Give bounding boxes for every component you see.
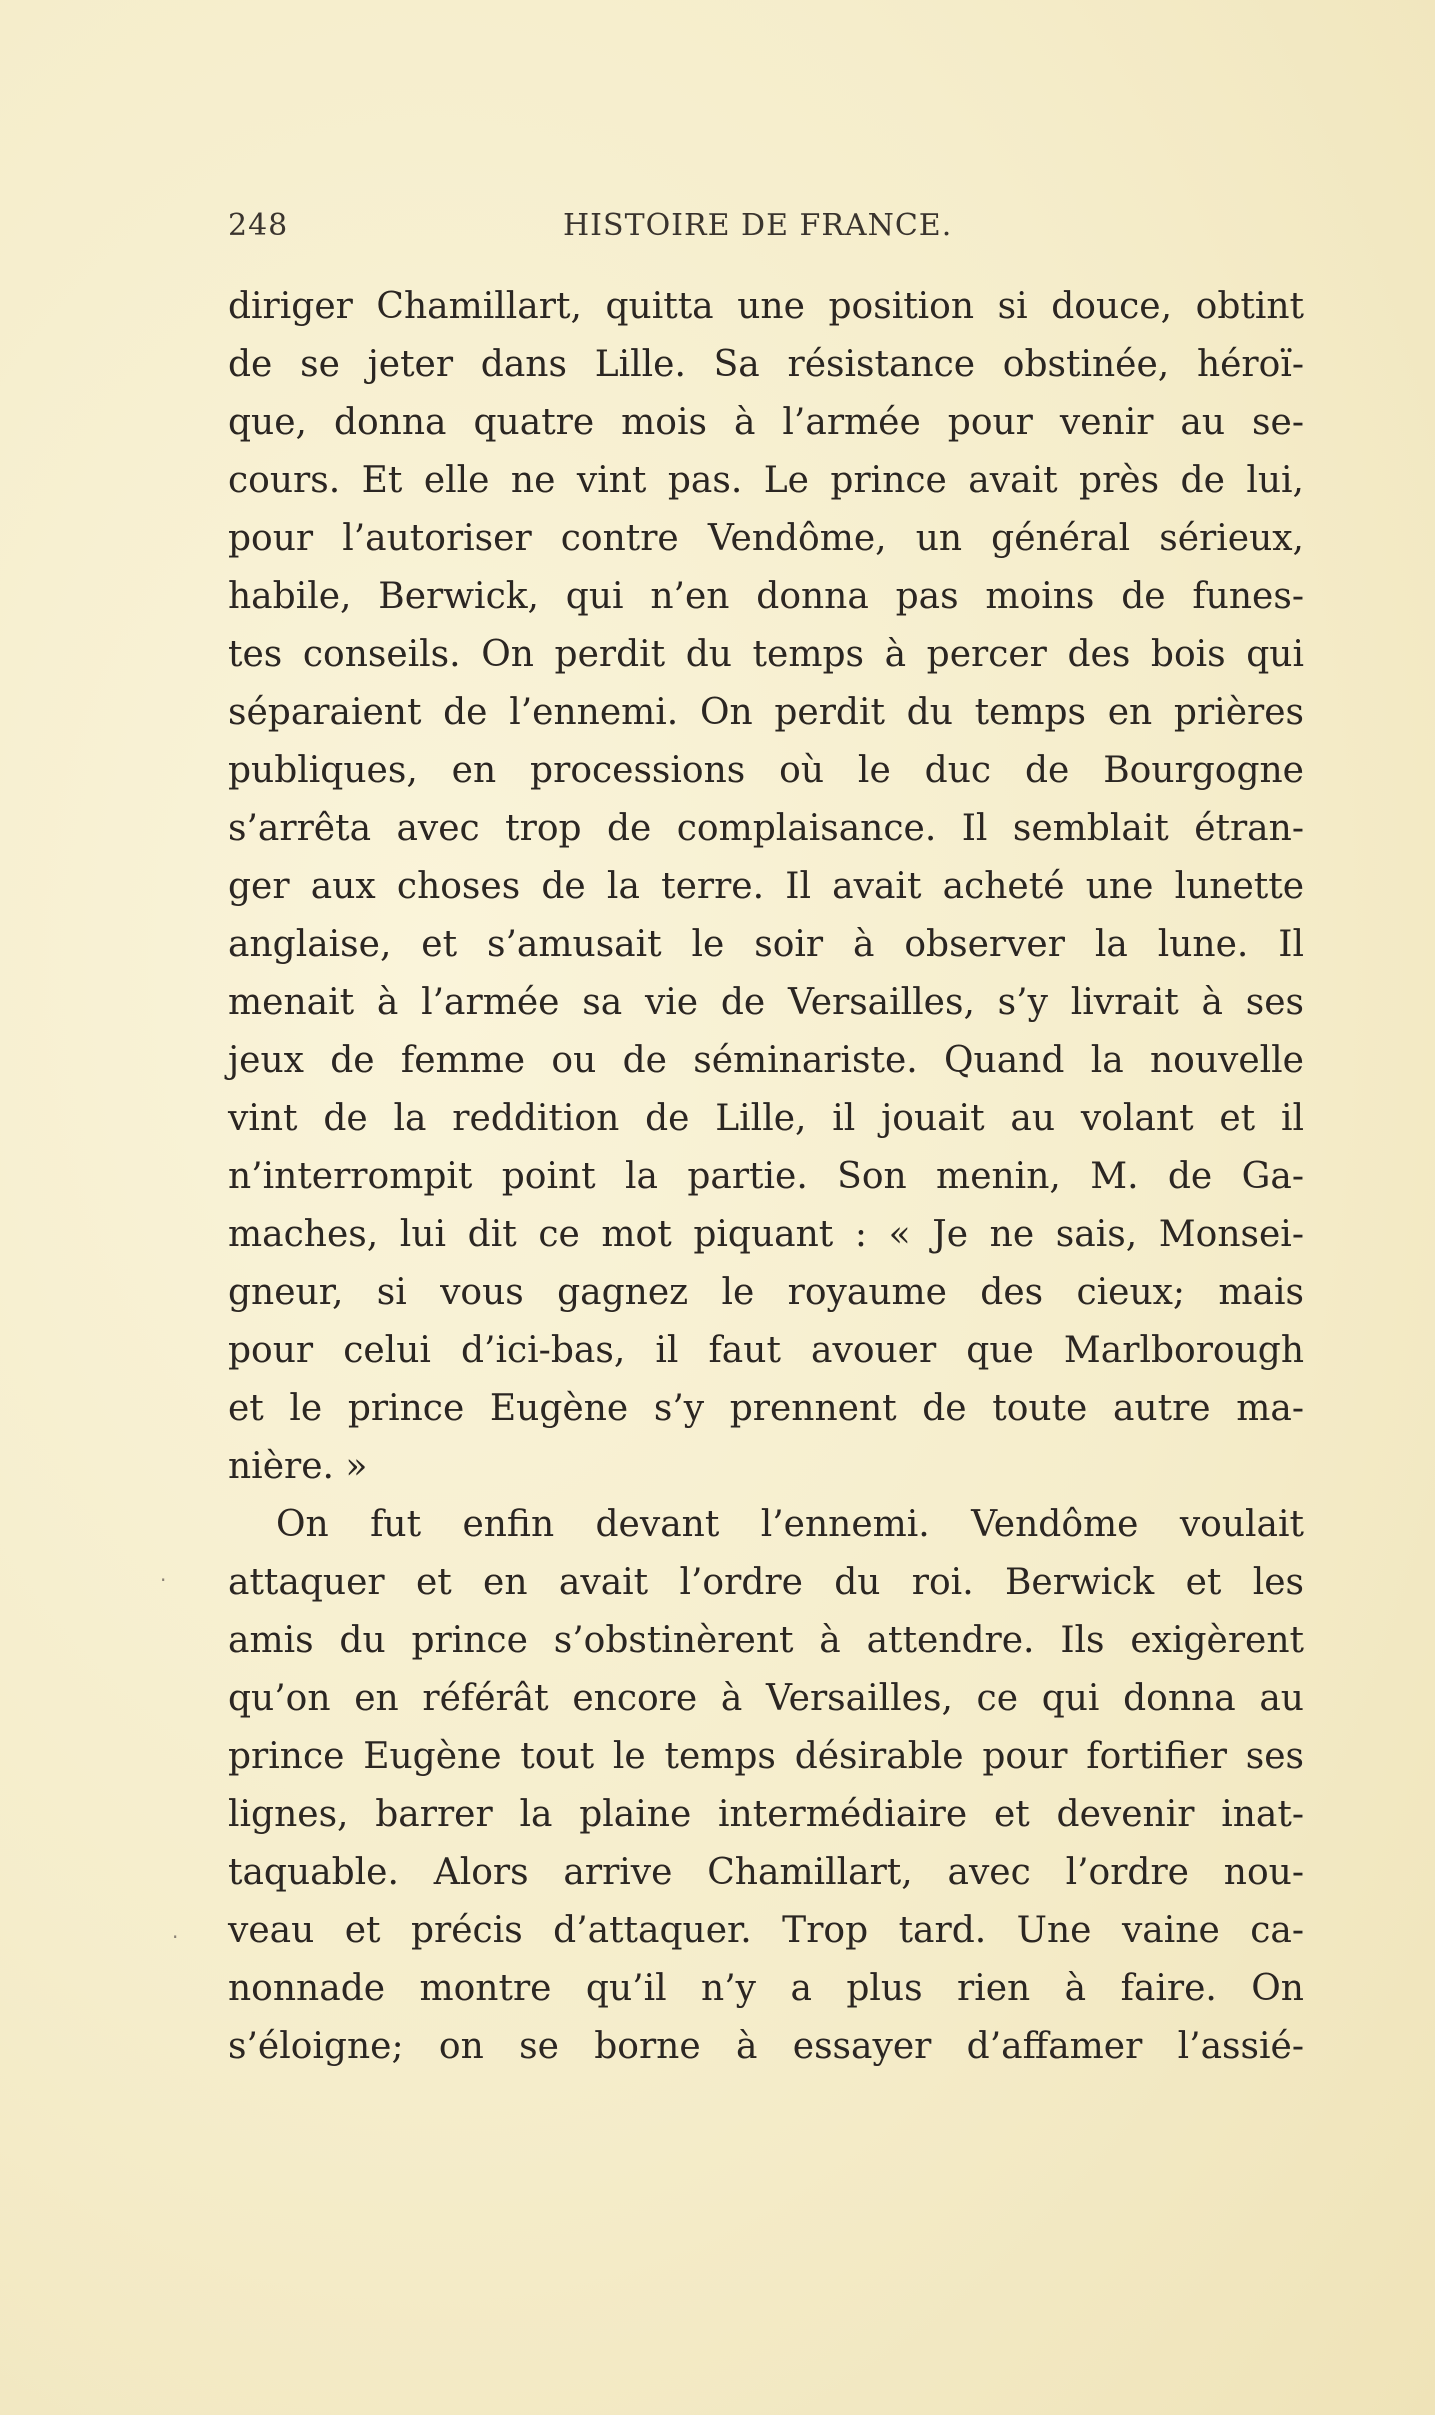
text-line: pour l’autoriser contre Vendôme, un général sérieux, (228, 518, 1304, 559)
text-line: pour celui d’ici-bas, il faut avouer que Marlborough (228, 1330, 1304, 1371)
text-line: nière. » (228, 1446, 368, 1487)
text-line: et le prince Eugène s’y prennent de toute autre ma- (228, 1388, 1304, 1429)
text-line: n’interrompit point la partie. Son menin, M. de Ga- (228, 1156, 1304, 1197)
text-line: publiques, en processions où le duc de Bourgogne (228, 750, 1304, 791)
page-number: 248 (228, 208, 289, 243)
text-line: prince Eugène tout le temps désirable pour fortifier ses (228, 1736, 1304, 1777)
margin-dot: · (172, 1925, 179, 1949)
text-line: habile, Berwick, qui n’en donna pas moins de funes- (228, 576, 1304, 617)
text-line: de se jeter dans Lille. Sa résistance obstinée, héroï- (228, 344, 1304, 385)
body-text (228, 278, 1304, 2076)
text-line: lignes, barrer la plaine intermédiaire et devenir inat- (228, 1794, 1304, 1835)
text-line: attaquer et en avait l’ordre du roi. Berwick et les (228, 1562, 1304, 1603)
text-line: veau et précis d’attaquer. Trop tard. Une vaine ca- (228, 1910, 1304, 1951)
text-line: anglaise, et s’amusait le soir à observer la lune. Il (228, 924, 1304, 965)
text-line: diriger Chamillart, quitta une position si douce, obtint (228, 286, 1304, 327)
text-line: vint de la reddition de Lille, il jouait au volant et il (228, 1098, 1304, 1139)
text-line: maches, lui dit ce mot piquant : « Je ne sais, Monsei- (228, 1214, 1304, 1255)
text-line: amis du prince s’obstinèrent à attendre. Ils exigèrent (228, 1620, 1304, 1661)
margin-dot: · (160, 1568, 167, 1592)
text-line: tes conseils. On perdit du temps à percer des bois qui (228, 634, 1304, 675)
text-line: nonnade montre qu’il n’y a plus rien à faire. On (228, 1968, 1304, 2009)
text-line: s’arrêta avec trop de complaisance. Il semblait étran- (228, 808, 1304, 849)
text-line: ger aux choses de la terre. Il avait acheté une lunette (228, 866, 1304, 907)
text-line: menait à l’armée sa vie de Versailles, s’y livrait à ses (228, 982, 1304, 1023)
text-line: taquable. Alors arrive Chamillart, avec l’ordre nou- (228, 1852, 1304, 1893)
text-line: s’éloigne; on se borne à essayer d’affamer l’assié- (228, 2026, 1304, 2067)
running-title: HISTOIRE DE FRANCE. (563, 208, 953, 243)
text-line: que, donna quatre mois à l’armée pour venir au se- (228, 402, 1304, 443)
text-line: On fut enfin devant l’ennemi. Vendôme voulait (276, 1504, 1304, 1545)
text-line: gneur, si vous gagnez le royaume des cieux; mais (228, 1272, 1304, 1313)
text-line: jeux de femme ou de séminariste. Quand la nouvelle (228, 1040, 1304, 1081)
text-line: qu’on en référât encore à Versailles, ce qui donna au (228, 1678, 1304, 1719)
text-line: cours. Et elle ne vint pas. Le prince avait près de lui, (228, 460, 1304, 501)
text-line: séparaient de l’ennemi. On perdit du temps en prières (228, 692, 1304, 733)
page-header (228, 208, 1308, 258)
